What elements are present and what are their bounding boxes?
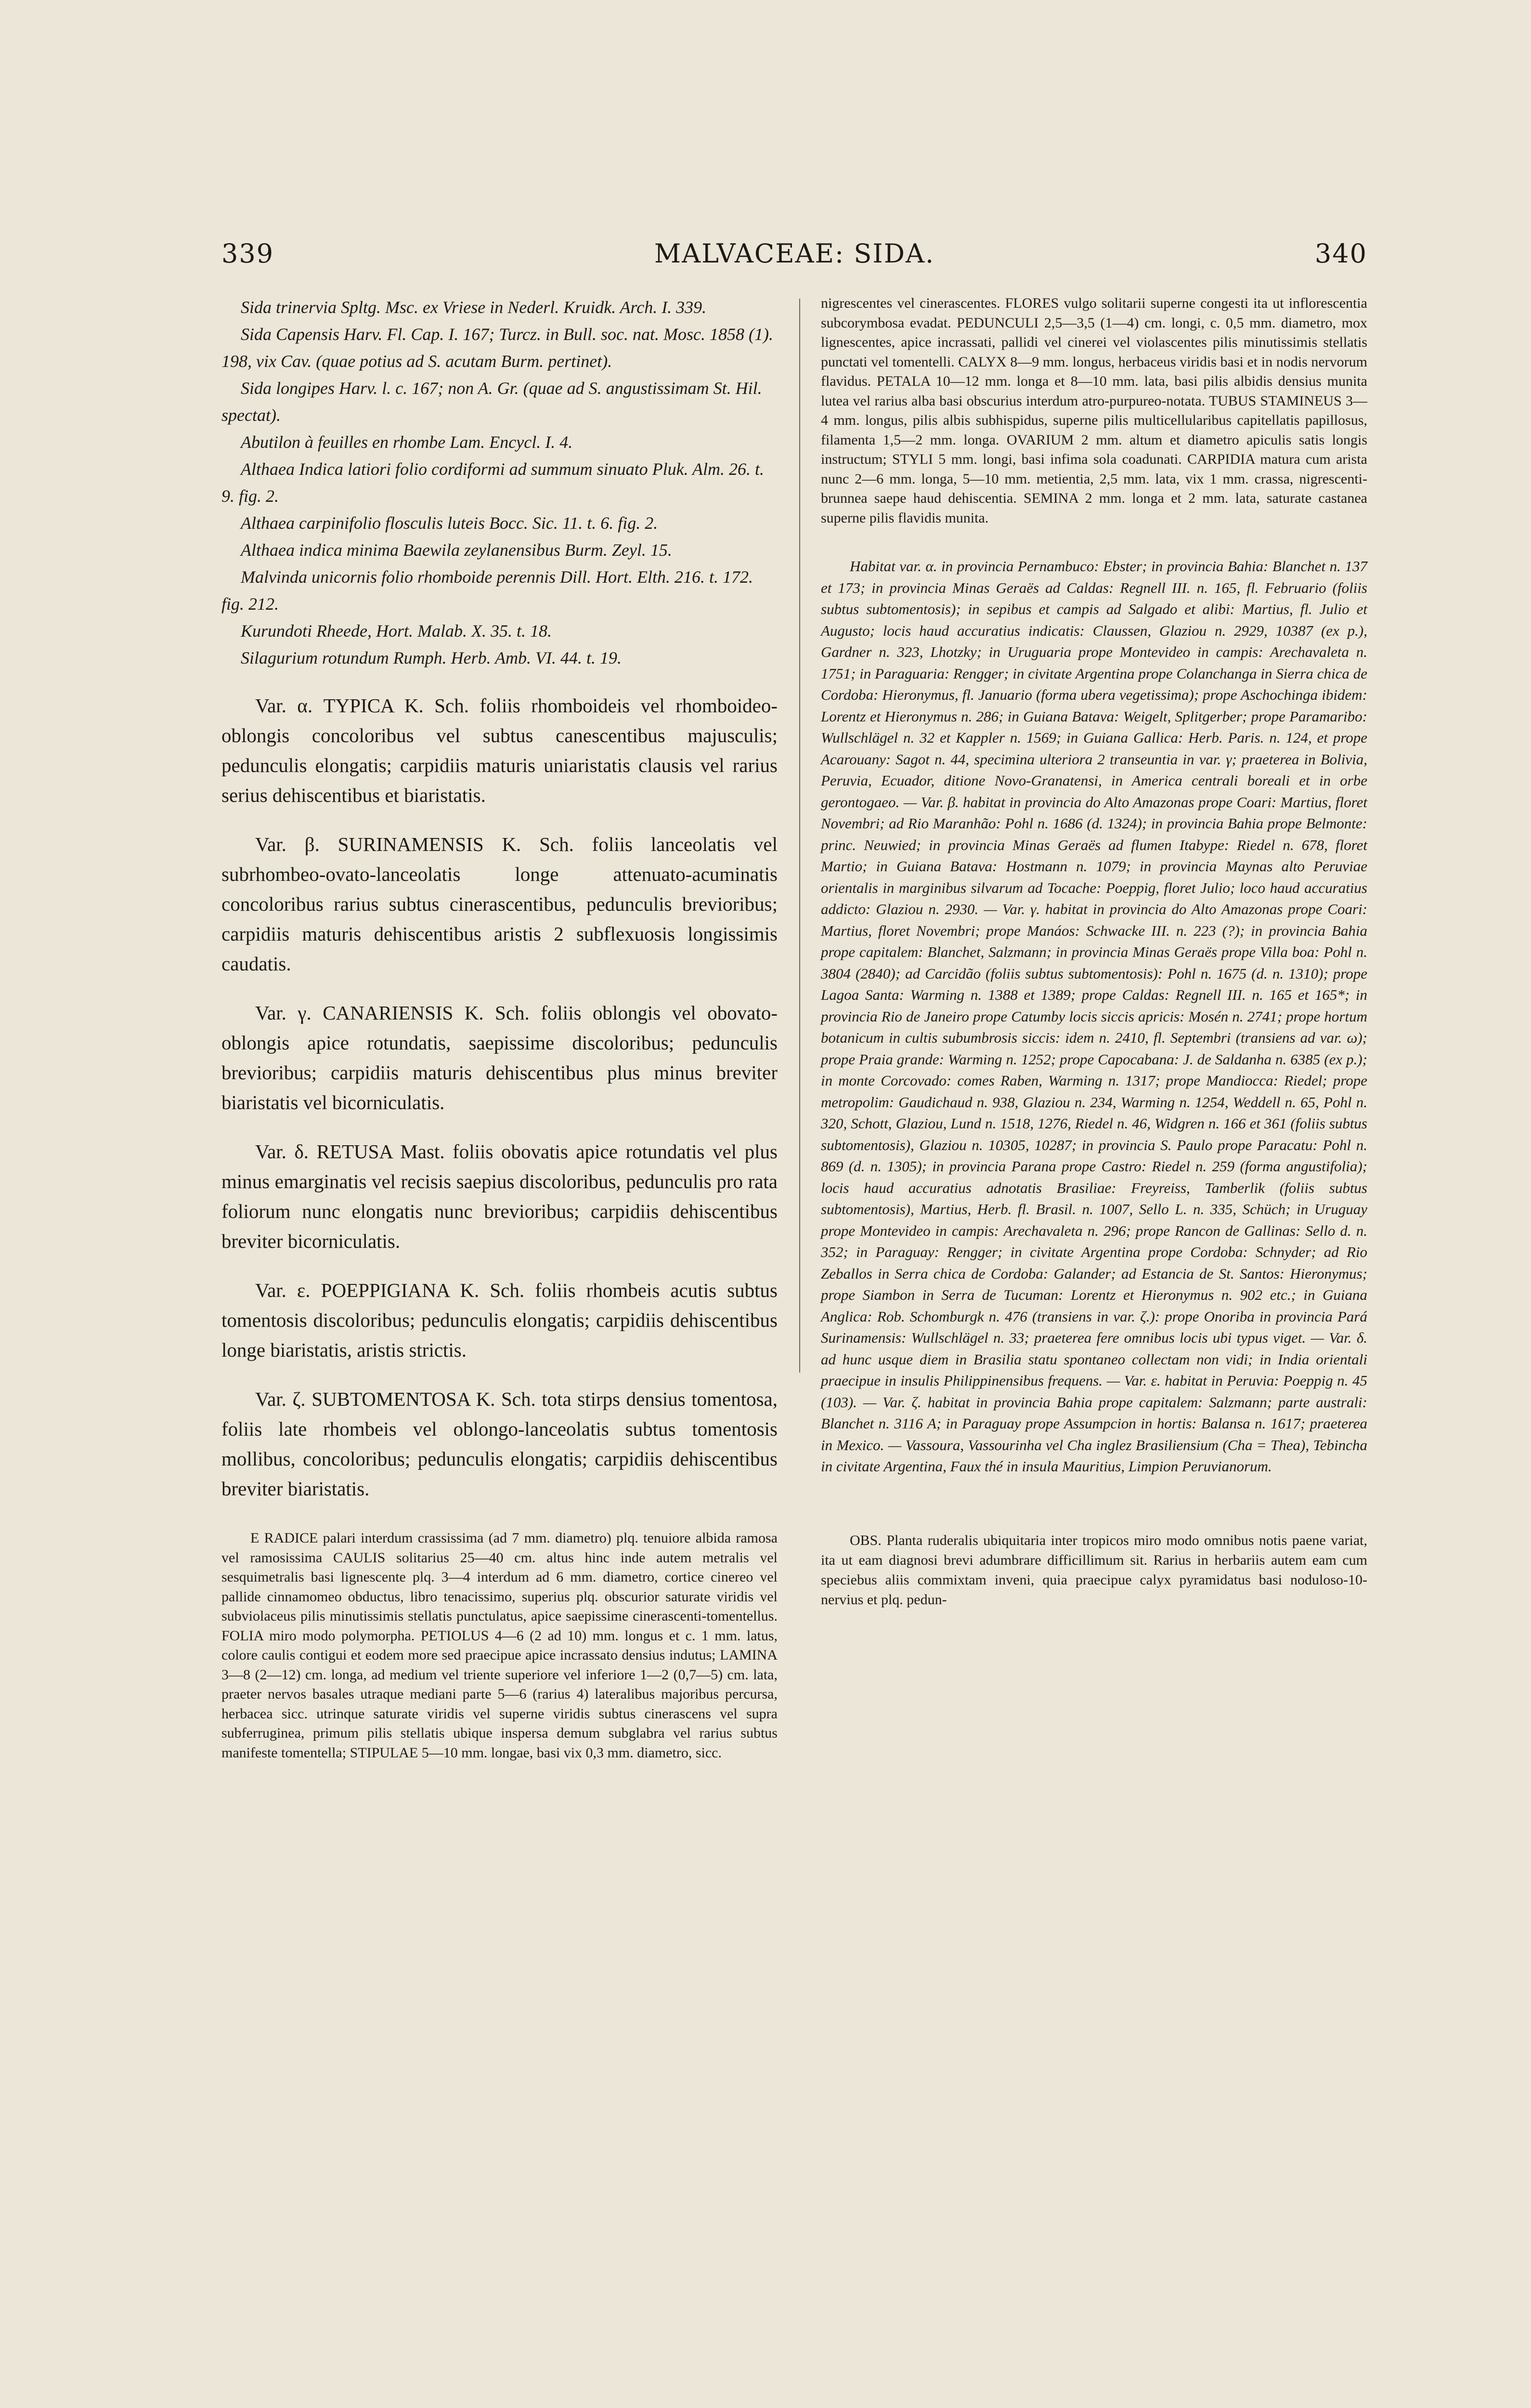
description-continuation: nigrescentes vel cinerascentes. FLORES vulgo solitarii superne congesti ita ut inflorescentia subcorymbosa evadat. PEDUNCULI 2,5—3,5 (1—4) cm. longi, c. 0,5 mm. diametro, mox lignescentes, apice incrassati, pallidi vel cinerei vel violascentes pilis minutissimis stellatis punctati vel tomentelli. CALYX 8—9 mm. longus, herbaceus viridis basi et in nodis nervorum flavidus. PETALA 10—12 mm. longa et 8—10 mm. lata, basi pilis albidis densius munita lutea vel rarius alba basi obscurius interdum atro-purpureo-notata. TUBUS STAMINEUS 3—4 mm. longus, pilis albis subhispidus, superne pilis multicellularibus capitellatis papillosus, filamenta 1,5—2 mm. longa. OVARIUM 2 mm. altum et diametro apiculis satis longis instructum; STYLI 5 mm. longi, basi infima sola coadunati. CARPIDIA matura cum arista nunc 2—6 mm. longa, 5—10 mm. metientia, 2,5 mm. lata, vix 1 mm. crassa, nigrescenti-brunnea saepe haud dehiscentia. SEMINA 2 mm. longa et 2 mm. lata, saturate castanea superne pilis flavidis munita. xyxy=(821,295,1367,526)
synonym-entry: Kurundoti Rheede, Hort. Malab. X. 35. t. 18. xyxy=(241,621,552,641)
synonym-entry: Abutilon à feuilles en rhombe Lam. Encycl. I. 4. xyxy=(241,432,573,452)
synonym-entry: Sida trinervia Spltg. Msc. ex Vriese in Nederl. Kruidk. Arch. I. 339. xyxy=(241,298,707,317)
morphological-description: E RADICE palari interdum crassissima (ad 7 mm. diametro) plq. tenuiore albida ramosa vel ramosissima CAULIS solitarius 25—40 cm. altus hinc inde autem metralis vel sesquimetralis basi lignescente plq. 3—4 interdum ad 6 mm. diametro, cortice cinereo vel pallide cinnamomeo obductus, libro tenacissimo, superius plq. obscurior saturate viridis vel subviolaceus pilis minutissimis stellatis punctulatus, apice saepissime cinerascenti-tomentellus. FOLIA miro modo polymorpha. PETIOLUS 4—6 (2 ad 10) mm. longus et c. 1 mm. latus, colore caulis contigui et eodem more sed praecipue apice incrassato densius indutus; LAMINA 3—8 (2—12) cm. longa, ad medium vel triente superiore vel inferiore 1—2 (0,7—5) cm. lata, praeter nervos basales utraque mediani parte 5—6 (rarius 4) lateralibus majoribus percursa, herbacea sicc. utrinque saturate viridis vel superne viridis subtus cinerascens vel supra subferruginea, primum pilis stellatis ubique inspersa demum subglabra vel rarius subtus manifeste tomentella; STIPULAE 5—10 mm. longae, basi vix 0,3 mm. diametro, sicc. xyxy=(221,1530,778,1761)
synonym-entry: Althaea Indica latiori folio cordiformi ad summum sinuato Pluk. Alm. 26. t. 9. fig. 2. xyxy=(221,459,764,506)
synonym-entry: Sida Capensis Harv. Fl. Cap. I. 167; Turcz. in Bull. soc. nat. Mosc. 1858 (1). 198, vix Cav. (quae potius ad S. acutam Burm. pertinet). xyxy=(221,325,773,371)
synonym-entry: Althaea carpinifolio flosculis luteis Bocc. Sic. 11. t. 6. fig. 2. xyxy=(241,513,658,533)
variety-zeta: Var. ζ. SUBTOMENTOSA K. Sch. tota stirps densius tomentosa, foliis late rhombeis vel oblongo-lanceolatis subtus tomentosis mollibus, concoloribus; pedunculis elongatis; carpidiis dehiscentibus breviter biaristatis. xyxy=(221,1388,778,1500)
page-number-left: 339 xyxy=(221,238,274,269)
variety-beta: Var. β. SURINAMENSIS K. Sch. foliis lanceolatis vel subrhombeo-ovato-lanceolatis longe attenuato-acuminatis concoloribus rarius subtus cinerascentibus, pedunculis brevioribus; carpidiis maturis dehiscentibus aristis 2 subflexuosis longissimis caudatis. xyxy=(221,833,778,975)
synonym-list xyxy=(221,294,778,671)
variety-delta: Var. δ. RETUSA Mast. foliis obovatis apice rotundatis vel plus minus emarginatis vel recisis saepius discoloribus, pedunculis pro rata foliorum nunc elongatis nunc brevioribus; carpidiis dehiscentibus breviter bicorniculatis. xyxy=(221,1140,778,1252)
variety-alpha: Var. α. TYPICA K. Sch. foliis rhomboideis vel rhomboideo-oblongis concoloribus vel subtus canescentibus majusculis; pedunculis elongatis; carpidiis maturis uniaristatis clausis vel rarius serius dehiscentibus et biaristatis. xyxy=(221,694,778,806)
synonym-entry: Althaea indica minima Baewila zeylanensibus Burm. Zeyl. 15. xyxy=(241,540,672,560)
running-title: MALVACEAE: SIDA. xyxy=(654,238,935,269)
variety-gamma: Var. γ. CANARIENSIS K. Sch. foliis oblongis vel obovato-oblongis apice rotundatis, saepissime discoloribus; pedunculis brevioribus; carpidiis maturis dehiscentibus plus minus breviter biaristatis vel bicorniculatis. xyxy=(221,1002,778,1113)
column-divider xyxy=(799,299,800,1373)
page-number-right: 340 xyxy=(1314,238,1367,269)
synonym-entry: Silagurium rotundum Rumph. Herb. Amb. VI. 44. t. 19. xyxy=(241,648,622,667)
right-column xyxy=(821,294,1367,1610)
running-header xyxy=(221,238,1367,277)
observation-paragraph: OBS. Planta ruderalis ubiquitaria inter tropicos miro modo omnibus notis paene variat, ita ut eam diagnosi brevi adumbrare difficillimum sit. Rarius in herbariis autem eam cum speciebus aliis commixtam inveni, quia praecipue calyx pyramidatus basi noduloso-10-nervius et plq. pedun- xyxy=(821,1532,1367,1608)
synonym-entry: Malvinda unicornis folio rhomboide perennis Dill. Hort. Elth. 216. t. 172. fig. 212. xyxy=(221,567,753,614)
habitat-paragraph: Habitat var. α. in provincia Pernambuco: Ebster; in provincia Bahia: Blanchet n. 137 et 173; in provincia Minas Geraës ad Caldas: Regnell III. n. 165, fl. Februario (foliis subtus subtomentosis); in sepibus et campis ad Salgado et alibi: Martius, fl. Julio et Augusto; locis haud accuratius indicatis: Claussen, Glaziou n. 2929, 10387 (ex p.), Gardner n. 323, Lhotzky; in Uruguaria prope Montevideo in campis: Arechavaleta n. 1751; in Paraguaria: Rengger; in civitate Argentina prope Colanchanga in Sierra chica de Cordoba: Hieronymus, fl. Januario (forma ubera vegetissima); prope Aschochinga ibidem: Lorentz et Hieronymus n. 286; in Guiana Batava: Weigelt, Splitgerber; prope Paramaribo: Wullschlägel n. 32 et Kappler n. 1569; in Guiana Gallica: Herb. Paris. n. 124, et prope Acarouany: Sagot n. 44, specimina ulteriora 2 transeuntia in var. γ; praeterea in Bolivia, Peruvia, Ecuador, ditione Novo-Granatensi, in America centrali boreali et in orbe gerontogaeo. — Var. β. habitat in provincia do Alto Amazonas prope Coari: Martius, floret Novembri; ad Rio Maranhão: Pohl n. 1686 (d. 1324); in provincia Bahia prope Belmonte: princ. Neuwied; in provincia Minas Geraës ad flumen Itabype: Riedel n. 678, floret Martio; in Guiana Batava: Hostmann n. 1079; in provincia Maynas alto Peruviae orientalis in marginibus silvarum ad Tocache: Poeppig, floret Julio; loco haud accuratius addicto: Glaziou n. 2930. — Var. γ. habitat in provincia do Alto Amazonas prope Coari: Martius, floret Novembri; prope Manáos: Schwacke III. n. 223 (?); in provincia Bahia prope capitalem: Blanchet, Salzmann; in provincia Minas Geraës prope Villa boa: Pohl n. 3804 (2840); ad Carcidão (foliis subtus subtomentosis): Pohl n. 1675 (d. n. 1310); prope Lagoa Santa: Warming n. 1388 et 1389; prope Caldas: Regnell III. n. 165 et 165*; in provincia Rio de Janeiro prope Catumby locis siccis apricis: Mosén n. 2741; prope hortum botanicum in cultis subumbrosis siccis: idem n. 2410, fl. Septembri (transiens ad var. ω); prope Praia grande: Warming n. 1252; prope Capocabana: J. de Saldanha n. 6385 (ex p.); in monte Corcovado: comes Raben, Warming n. 1317; prope Mandiocca: Riedel; prope metropolim: Gaudichaud n. 938, Glaziou n. 234, Warming n. 1254, Weddell n. 65, Pohl n. 320, Schott, Glaziou, Lund n. 1518, 1276, Riedel n. 46, Widgren n. 166 et 361 (foliis subtus subtomentosis), Glaziou n. 10305, 10287; in provincia S. Paulo prope Paracatu: Pohl n. 869 (d. n. 1305); in provincia Parana prope Castro: Riedel n. 259 (forma angustifolia); locis haud accuratius adnotatis Brasiliae: Freyreiss, Tamberlik (foliis subtus subtomentosis), Martius, Herb. fl. Brasil. n. 1007, Sello L. n. 335, Schüch; in Uruguay prope Montevideo in campis: Arechavaleta n. 296; prope Rancon de Gallinas: Sello d. n. 352; in Paraguay: Rengger; in civitate Argentina prope Cordoba: Schnyder; ad Rio Zeballos in Serra chica de Cordoba: Galander; ad Estancia de St. Santos: Hieronymus; prope Siambon in Serra de Tucuman: Lorentz et Hieronymus n. 902 etc.; in Guiana Anglica: Rob. Schomburgk n. 476 (transiens in var. ζ.): prope Onoriba in provincia Pará Surinamensis: Wullschlägel n. 33; praeterea fere omnibus locis ubi typus viget. — Var. δ. ad hunc usque diem in Brasilia statu spontaneo collectam non vidi; in India orientali praecipue in insulis Philippinensibus frequens. — Var. ε. habitat in Peruvia: Poeppig n. 45 (103). — Var. ζ. habitat in provincia Bahia prope capitalem: Salzmann; parte australi: Blanchet n. 3116 A; in Paraguay prope Assumpcion in hortis: Balansa n. 1617; praeterea in Mexico. — Vassoura, Vassourinha vel Cha inglez Brasiliensium (Cha = Thea), Tebincha in civitate Argentina, Faux thé in insula Mauritius, Limpion Peruvianorum. xyxy=(821,558,1367,1475)
variety-epsilon: Var. ε. POEPPIGIANA K. Sch. foliis rhombeis acutis subtus tomentosis discoloribus; pedunculis elongatis; carpidiis dehiscentibus longe biaristatis, aristis strictis. xyxy=(221,1279,778,1361)
synonym-entry: Sida longipes Harv. l. c. 167; non A. Gr. (quae ad S. angustissimam St. Hil. spectat). xyxy=(221,379,762,425)
left-column xyxy=(221,294,778,1763)
